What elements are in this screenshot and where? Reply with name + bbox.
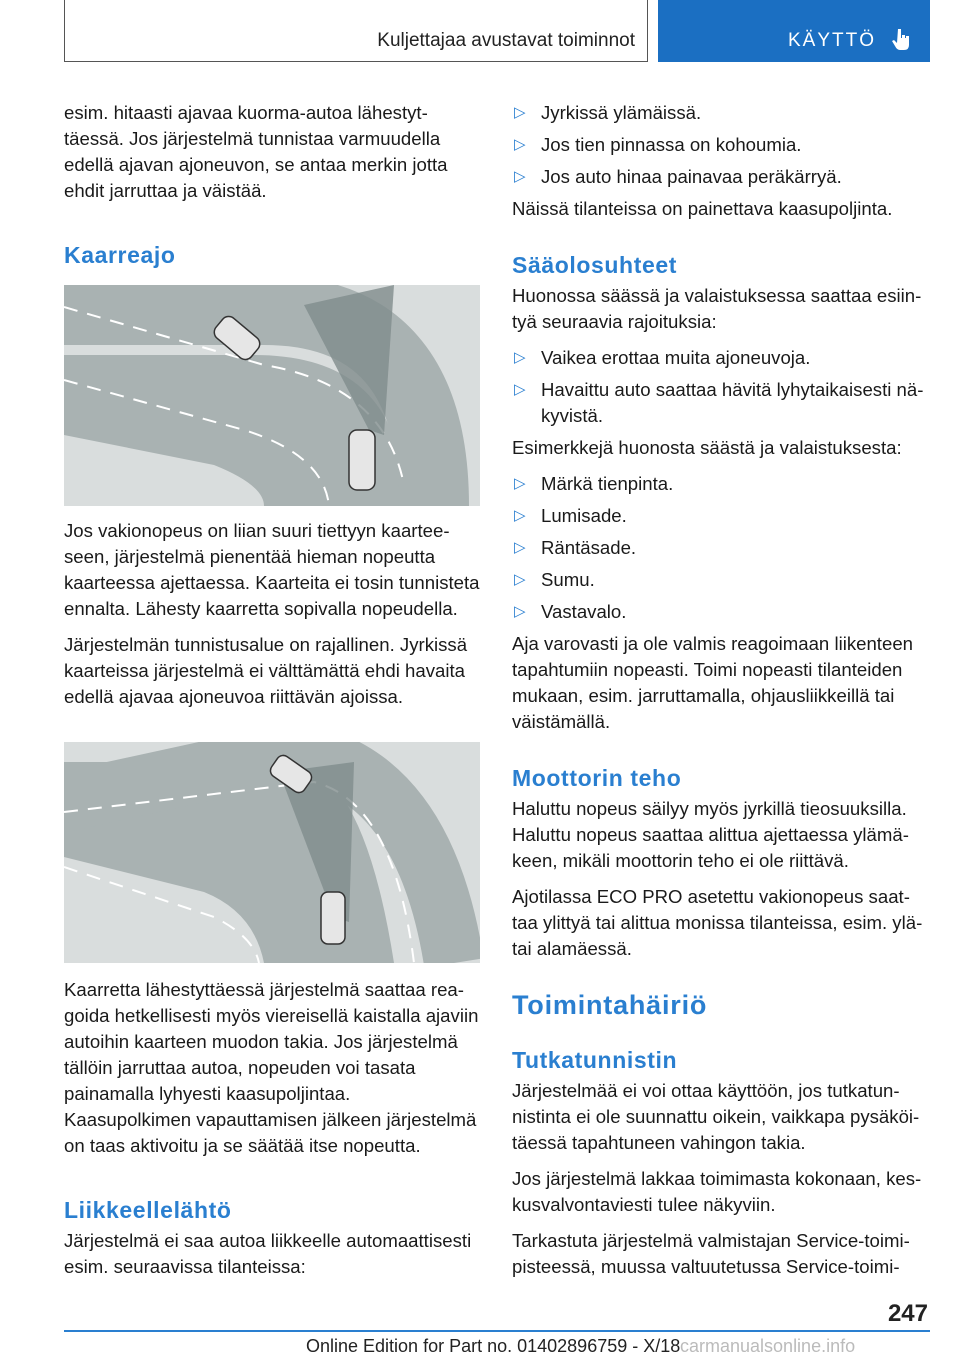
- triangle-bullet-icon: ▷: [514, 349, 526, 366]
- paragraph: Huonossa säässä ja valaistuksessa saattaa esiintyä seuraavia rajoituksia:: [512, 285, 922, 332]
- paragraph: Kaarretta lähestyttäessä järjestelmä saattaa reagoida hetkellisesti myös viereisellä kaistalla ajaviin autoihin kaarteen muodon takia. Jos järjestelmä tällöin jarruttaa autoa, nopeuden voi tasata painamalla lyhyesti kaasupoljintaa. Kaasupolkimen vapauttamisen jälkeen järjestelmä on taas aktivoitu ja se säätää itse nopeutta.: [64, 979, 479, 1156]
- list-weather: [512, 471, 928, 625]
- triangle-bullet-icon: ▷: [514, 475, 526, 492]
- list-item: ▷ Sumu.: [512, 567, 928, 593]
- section-title: Kuljettajaa avustavat toiminnot: [377, 30, 635, 51]
- paragraph: Järjestelmä ei saa autoa liikkeelle automaattisesti esim. seuraavissa tilanteissa:: [64, 1230, 472, 1277]
- heading-toimintahairio: Toimintahäiriö: [512, 990, 708, 1020]
- triangle-bullet-icon: ▷: [514, 539, 526, 556]
- list-item: ▷ Märkä tienpinta.: [512, 471, 928, 497]
- page-header: [64, 0, 930, 64]
- triangle-bullet-icon: ▷: [514, 507, 526, 524]
- heading-tutkatunnistin: Tutkatunnistin: [512, 1047, 678, 1073]
- triangle-bullet-icon: ▷: [514, 571, 526, 588]
- heading-moottorin-teho: Moottorin teho: [512, 765, 682, 791]
- list-item: ▷ Räntäsade.: [512, 535, 928, 561]
- list-item: ▷ Jyrkissä ylämäissä.: [512, 100, 928, 126]
- curve-illustration-1: [64, 285, 480, 506]
- paragraph: Esimerkkejä huonosta säästä ja valaistuksesta:: [512, 437, 902, 458]
- paragraph: Jos järjestelmä lakkaa toimimasta kokonaan, keskusvalvontaviesti tulee näkyviin.: [512, 1168, 922, 1215]
- paragraph: Järjestelmän tunnistusalue on rajallinen. Jyrkissä kaarteissa järjestelmä ei välttämättä ehdi havaita edellä ajavaa ajoneuvoa riittävän ajoissa.: [64, 634, 468, 707]
- paragraph: Aja varovasti ja ole valmis reagoimaan liikenteen tapahtumiin nopeasti. Toimi nopeasti tilanteiden mukaan, esim. jarruttamalla, ohjausliikkeillä tai väistämällä.: [512, 633, 914, 732]
- right-column: [512, 100, 928, 1290]
- curve-illustration-2: [64, 742, 480, 963]
- paragraph: Järjestelmää ei voi ottaa käyttöön, jos tutkatunnistinta ei ole suunnattu oikein, vaikkapa pysäköitäessä tapahtuneen vahingon takia.: [512, 1080, 920, 1153]
- heading-saaolosuhteet: Sääolosuhteet: [512, 252, 678, 278]
- chapter-tab[interactable]: [658, 0, 930, 62]
- edition-text: Online Edition for Part no. 01402896759 - X/18: [306, 1336, 681, 1356]
- page-number: 247: [887, 1300, 928, 1327]
- paragraph: Näissä tilanteissa on painettava kaasupoljinta.: [512, 198, 893, 219]
- triangle-bullet-icon: ▷: [514, 168, 526, 185]
- left-column: [64, 100, 480, 1290]
- list-item: ▷ Vastavalo.: [512, 599, 928, 625]
- section-tab[interactable]: [64, 0, 648, 62]
- paragraph: Jos vakionopeus on liian suuri tiettyyn kaarteeseen, järjestelmä pienentää hieman nopeutta kaarteessa ajettaessa. Kaarteita ei tosin tunnisteta ennalta. Lähesty kaarretta sopivalla nopeudella.: [64, 520, 480, 619]
- list-item: ▷ Vaikea erottaa muita ajoneuvoja.: [512, 345, 928, 371]
- list-item: ▷ Havaittu auto saattaa hävitä lyhytaikaisesti näkyvistä.: [514, 379, 924, 426]
- paragraph: Tarkastuta järjestelmä valmistajan Service-toimipisteessä, muussa valtuutetussa Service-toimi-: [512, 1230, 910, 1277]
- paragraph: Ajotilassa ECO PRO asetettu vakionopeus saattaa ylittyä tai alittua monissa tilanteissa, esim. ylä- tai alamäessä.: [512, 886, 923, 959]
- list-item: ▷ Lumisade.: [512, 503, 928, 529]
- triangle-bullet-icon: ▷: [514, 104, 526, 121]
- triangle-bullet-icon: ▷: [514, 381, 526, 398]
- paragraph: Haluttu nopeus säilyy myös jyrkillä tieosuuksilla. Haluttu nopeus saattaa alittua ajettaessa ylämäkeen, mikäli moottorin teho ei ole riittävä.: [512, 798, 909, 871]
- paragraph: esim. hitaasti ajavaa kuorma-autoa lähestyttäessä. Jos järjestelmä tunnistaa varmuudella edellä ajavan ajoneuvon, se antaa merkin jotta ehdit jarruttaa ja väistää.: [64, 102, 448, 201]
- list-conditions: [512, 100, 928, 190]
- watermark: carmanualsonline.info: [680, 1336, 856, 1356]
- hand-pointer-icon: [892, 27, 912, 51]
- chapter-title: KÄYTTÖ: [788, 30, 877, 51]
- triangle-bullet-icon: ▷: [514, 136, 526, 153]
- heading-liikkeellelahto: Liikkeellelähtö: [64, 1197, 232, 1223]
- list-item: ▷ Jos tien pinnassa on kohoumia.: [512, 132, 928, 158]
- list-item: ▷ Jos auto hinaa painavaa peräkärryä.: [512, 164, 928, 190]
- heading-kaarreajo: Kaarreajo: [64, 242, 176, 268]
- footer-rule: [64, 1330, 930, 1332]
- triangle-bullet-icon: ▷: [514, 603, 526, 620]
- list-limitations: [512, 345, 928, 429]
